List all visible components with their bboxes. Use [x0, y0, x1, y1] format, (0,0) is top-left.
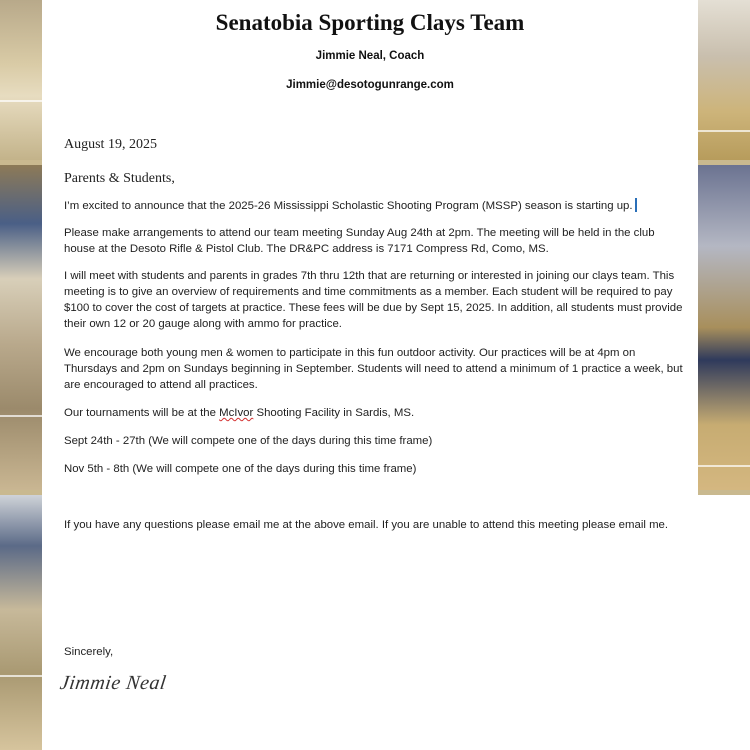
background-photo-right-bottom [698, 495, 750, 750]
letter-title: Senatobia Sporting Clays Team [215, 10, 525, 35]
coach-email: Jimmie@desotogunrange.com [286, 79, 454, 91]
letter-page [42, 0, 698, 750]
paragraph-meeting: Please make arrangements to attend our team meeting Sunday Aug 24th at 2pm. The meeting will be held in the club house at the Desoto Rifle & Pistol Club. The DR&PC address is 7171 Compress Rd, Como, MS. [64, 227, 655, 255]
background-photo-left-bottom [0, 495, 42, 750]
paragraph-requirements: I will meet with students and parents in grades 7th thru 12th that are returning or interested in joining our clays team. This meeting is to give an overview of requirements and time commitments as a member. Each student will be required to pay $100 to cover the cost of targets at practice. These fees will be due by Sept 15, 2025. In addition, all students must provide their own 12 or 20 gauge along with ammo for practice. [64, 270, 683, 330]
tournaments-text-start: Our tournaments will be at the [64, 407, 220, 419]
letter-date: August 19, 2025 [64, 137, 157, 152]
background-photo-left-top [0, 0, 42, 160]
salutation: Parents & Students, [64, 171, 175, 186]
tournament-dates-1: Sept 24th - 27th (We will compete one of the days during this time frame) [64, 435, 433, 447]
paragraph-tournaments [64, 405, 684, 421]
misspelled-word: McIvor [219, 407, 254, 419]
background-photo-right-middle [698, 165, 750, 490]
paragraph-contact: If you have any questions please email me at the above email. If you are unable to attend this meeting please email me. [64, 519, 669, 531]
paragraph-practices: We encourage both young men & women to participate in this fun outdoor activity. Our practices will be at 4pm on Thursdays and 2pm on Sundays beginning in September. Students will need to attend a minimum of 1 practice a week, but are encouraged to attend all practices. [64, 347, 683, 391]
text-cursor [635, 198, 637, 212]
paragraph-announcement-text: I’m excited to announce that the 2025-26 Mississippi Scholastic Shooting Program (MSSP) season is starting up. [64, 200, 633, 212]
background-photo-right-top [698, 0, 750, 160]
coach-name: Jimmie Neal, Coach [315, 50, 425, 62]
signature: Jimmie Neal [58, 672, 168, 694]
paragraph-announcement [64, 198, 684, 214]
tournament-dates-2: Nov 5th - 8th (We will compete one of the days during this time frame) [64, 463, 417, 475]
background-photo-left-middle [0, 165, 42, 490]
closing: Sincerely, [64, 646, 114, 658]
tournaments-text-end: Shooting Facility in Sardis, MS. [253, 407, 415, 419]
